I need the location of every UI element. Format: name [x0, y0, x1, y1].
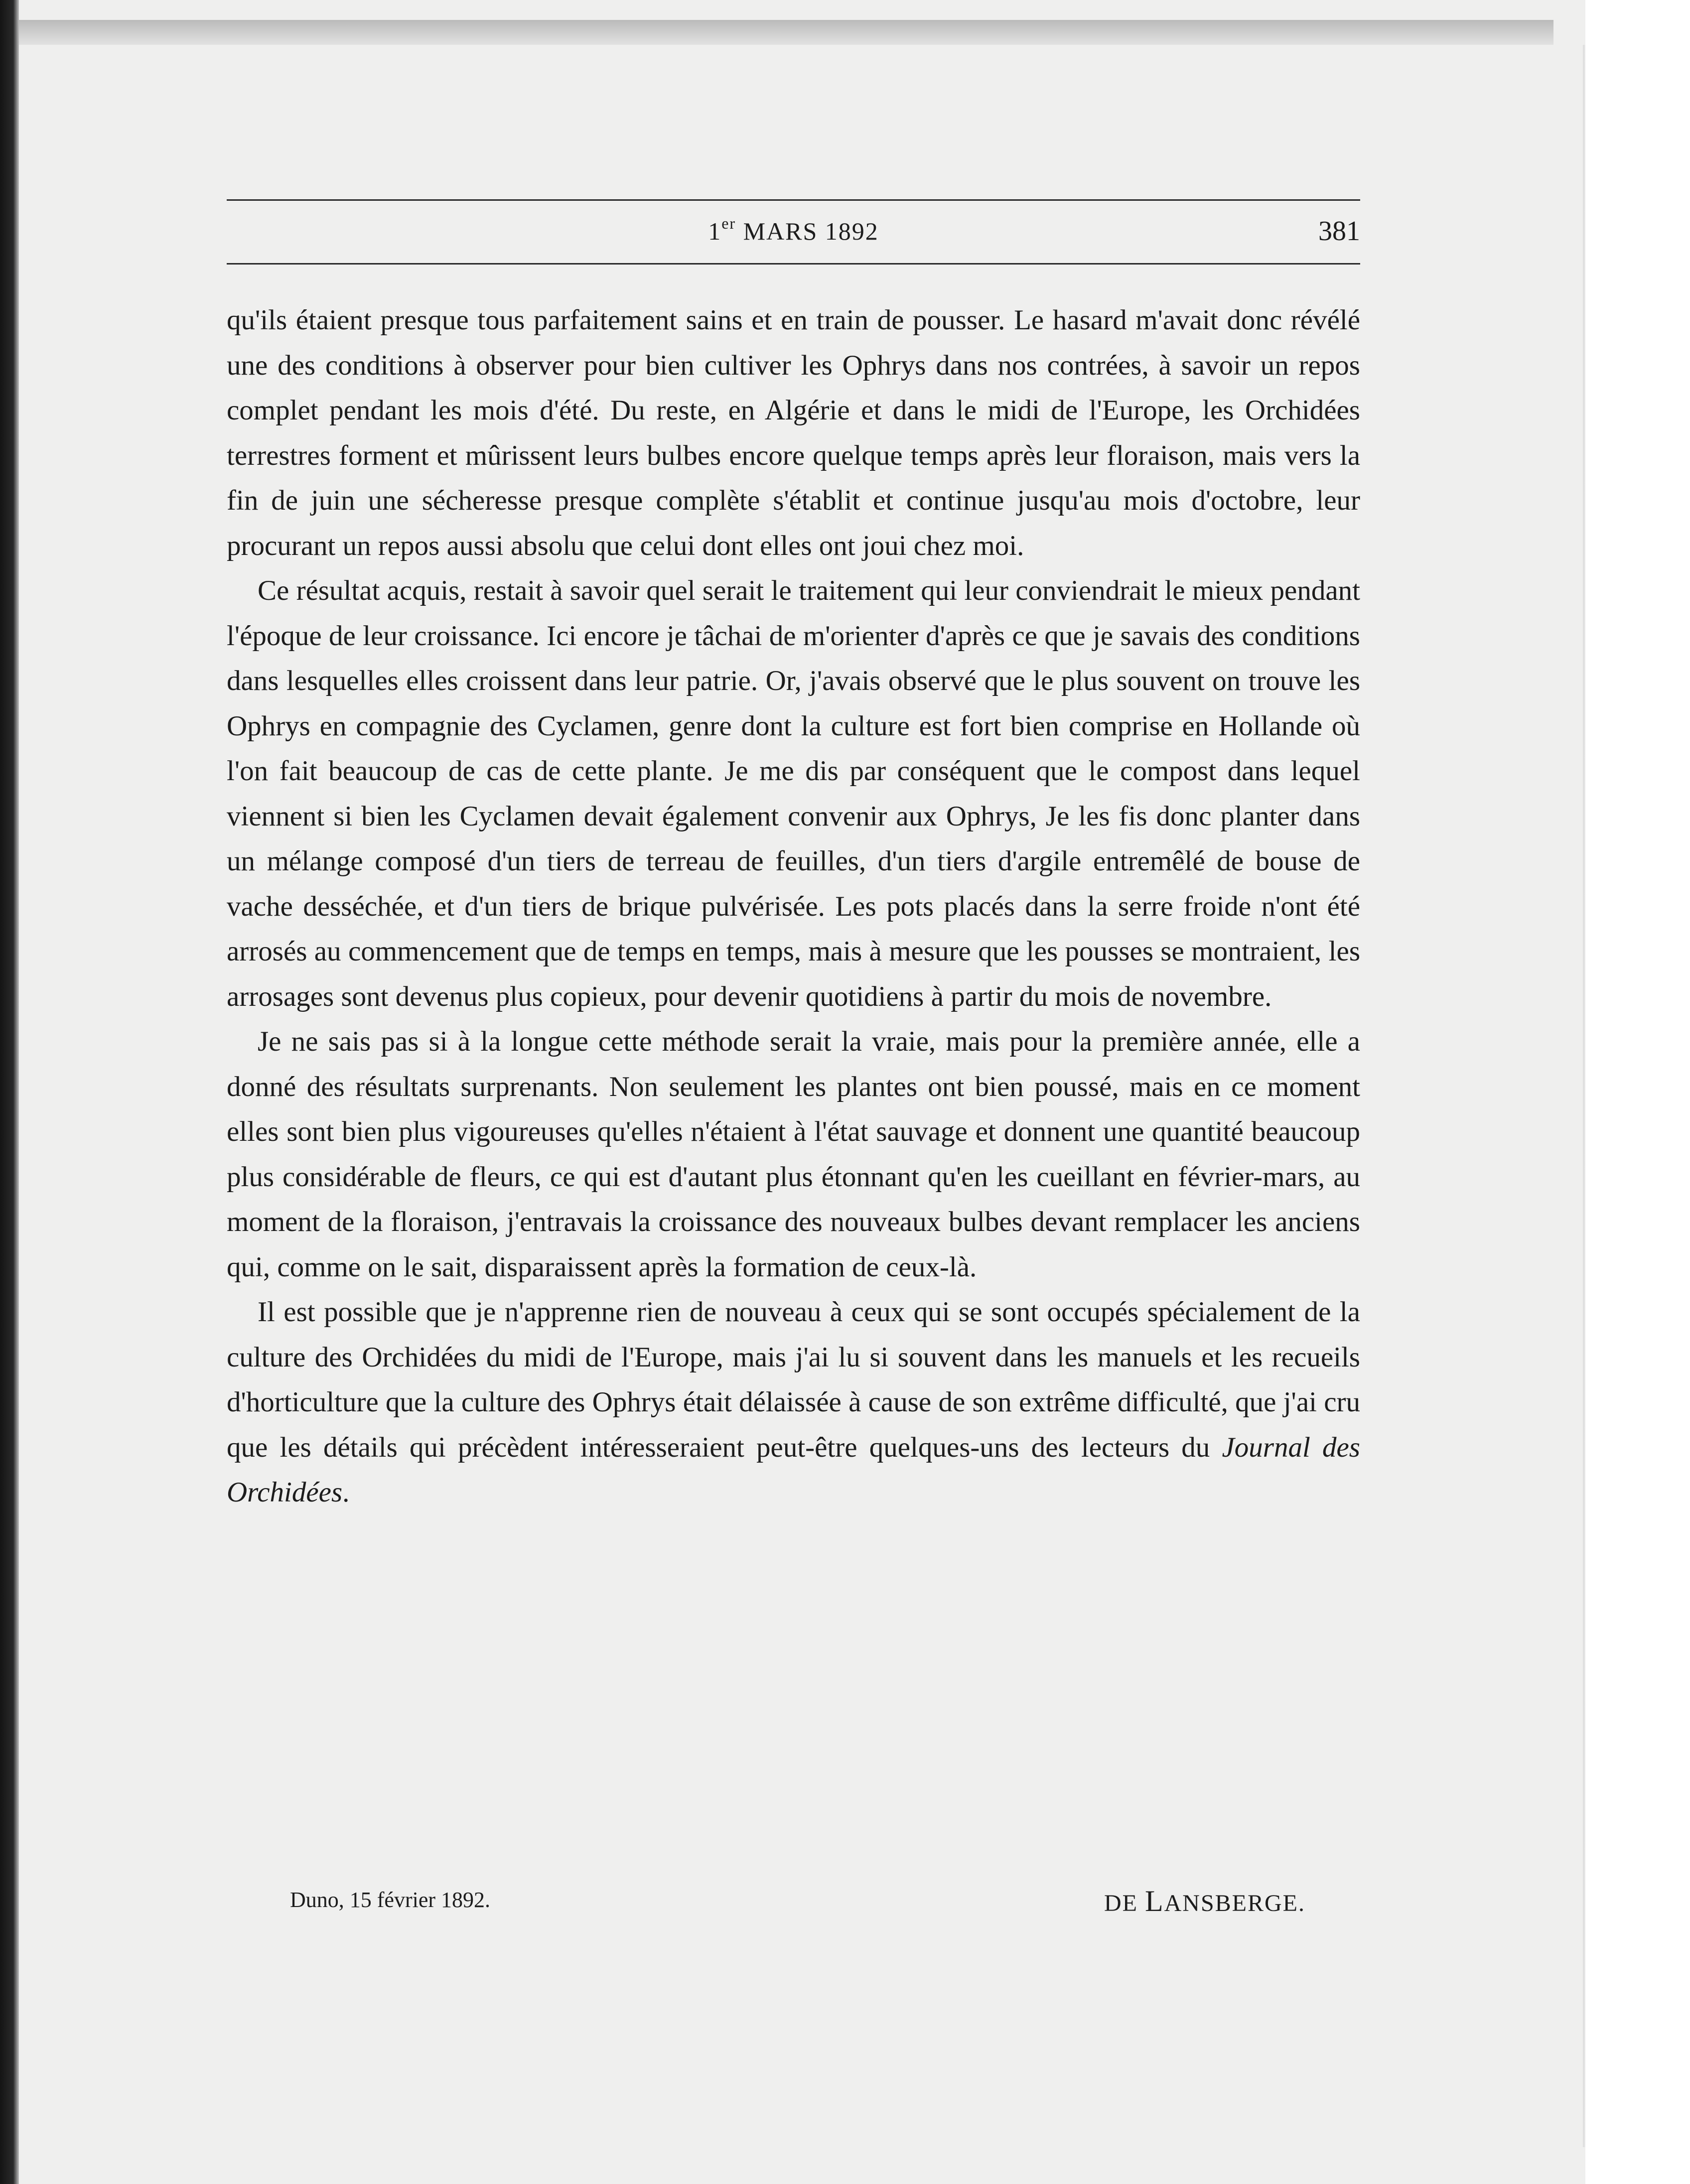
running-head: [227, 199, 1360, 269]
journal-title-italic: Journal des Orchidées: [227, 1431, 1360, 1508]
author-rest: ANSBERGE.: [1164, 1890, 1305, 1916]
paragraph-4-text: Il est possible que je n'apprenne rien de nouveau à ceux qui se sont occupés spécialement de la culture des Orchidées du midi de l'Europe, mais j'ai lu si souvent dans les manuels et les recueils d'horticulture que la culture des Ophrys était délaissée à cause de son extrême difficulté, que j'ai cru que les détails qui précèdent intéresseraient peut-être quelques-uns des lecteurs du: [227, 1296, 1360, 1463]
signature-line: [259, 1884, 1305, 1924]
paragraph-3: Je ne sais pas si à la longue cette méthode serait la vraie, mais pour la première année, elle a donné des résultats surprenants. Non seulement les plantes ont bien poussé, mais en ce moment elles sont bien plus vigoureuses qu'elles n'étaient à l'état sauvage et donnent une quantité beaucoup plus considérable de fleurs, ce qui est d'autant plus étonnant qu'en les cueillant en février-mars, au moment de la floraison, j'entravais la croissance des nouveaux bulbes devant remplacer les anciens qui, comme on le sait, disparaissent après la formation de ceux-là.: [227, 1026, 1360, 1283]
signature-author: [1104, 1884, 1305, 1918]
header-rule-bottom: [227, 263, 1360, 265]
body-text: [227, 298, 1360, 1515]
page-number: 381: [1318, 216, 1360, 247]
scan-top-edge: [19, 20, 1553, 45]
header-rule-top: [227, 199, 1360, 201]
author-prefix: DE: [1104, 1890, 1145, 1916]
scan-left-edge: [0, 0, 19, 2184]
paragraph-4-end: .: [342, 1477, 350, 1508]
header-date: [227, 214, 1360, 246]
header-date-month-year: MARS 1892: [736, 217, 879, 245]
author-initial: L: [1144, 1885, 1164, 1917]
header-date-day: 1: [708, 217, 722, 245]
header-date-superscript: er: [721, 214, 736, 232]
paragraph-4: [227, 1290, 1360, 1515]
scan-right-margin: [1585, 0, 1690, 2184]
signature-place-date: Duno, 15 février 1892.: [290, 1888, 491, 1912]
paragraph-2: Ce résultat acquis, restait à savoir quel serait le traitement qui leur conviendrait le mieux pendant l'époque de leur croissance. Ici encore je tâchai de m'orienter d'après ce que je savais des conditions dans lesquelles elles croissent dans leur patrie. Or, j'avais observé que le plus souvent on trouve les Ophrys en compagnie des Cyclamen, genre dont la culture est fort bien comprise en Hollande où l'on fait beaucoup de cas de cette plante. Je me dis par conséquent que le compost dans lequel viennent si bien les Cyclamen devait également convenir aux Ophrys, Je les fis donc planter dans un mélange composé d'un tiers de terreau de feuilles, d'un tiers d'argile entremêlé de bouse de vache desséchée, et d'un tiers de brique pulvérisée. Les pots placés dans la serre froide n'ont été arrosés au commencement que de temps en temps, mais à mesure que les pousses se montraient, les arrosages sont devenus plus copieux, pour devenir quotidiens à partir du mois de novembre.: [227, 575, 1360, 1012]
paragraph-1: qu'ils étaient presque tous parfaitement sains et en train de pousser. Le hasard m'avait donc révélé une des conditions à observer pour bien cultiver les Ophrys dans nos contrées, à savoir un repos complet pendant les mois d'été. Du reste, en Algérie et dans le midi de l'Europe, les Orchidées terrestres forment et mûrissent leurs bulbes encore quelque temps après leur floraison, mais vers la fin de juin une sécheresse presque complète s'établit et continue jusqu'au mois d'octobre, leur procurant un repos aussi absolu que celui dont elles ont joui chez moi.: [227, 304, 1360, 561]
